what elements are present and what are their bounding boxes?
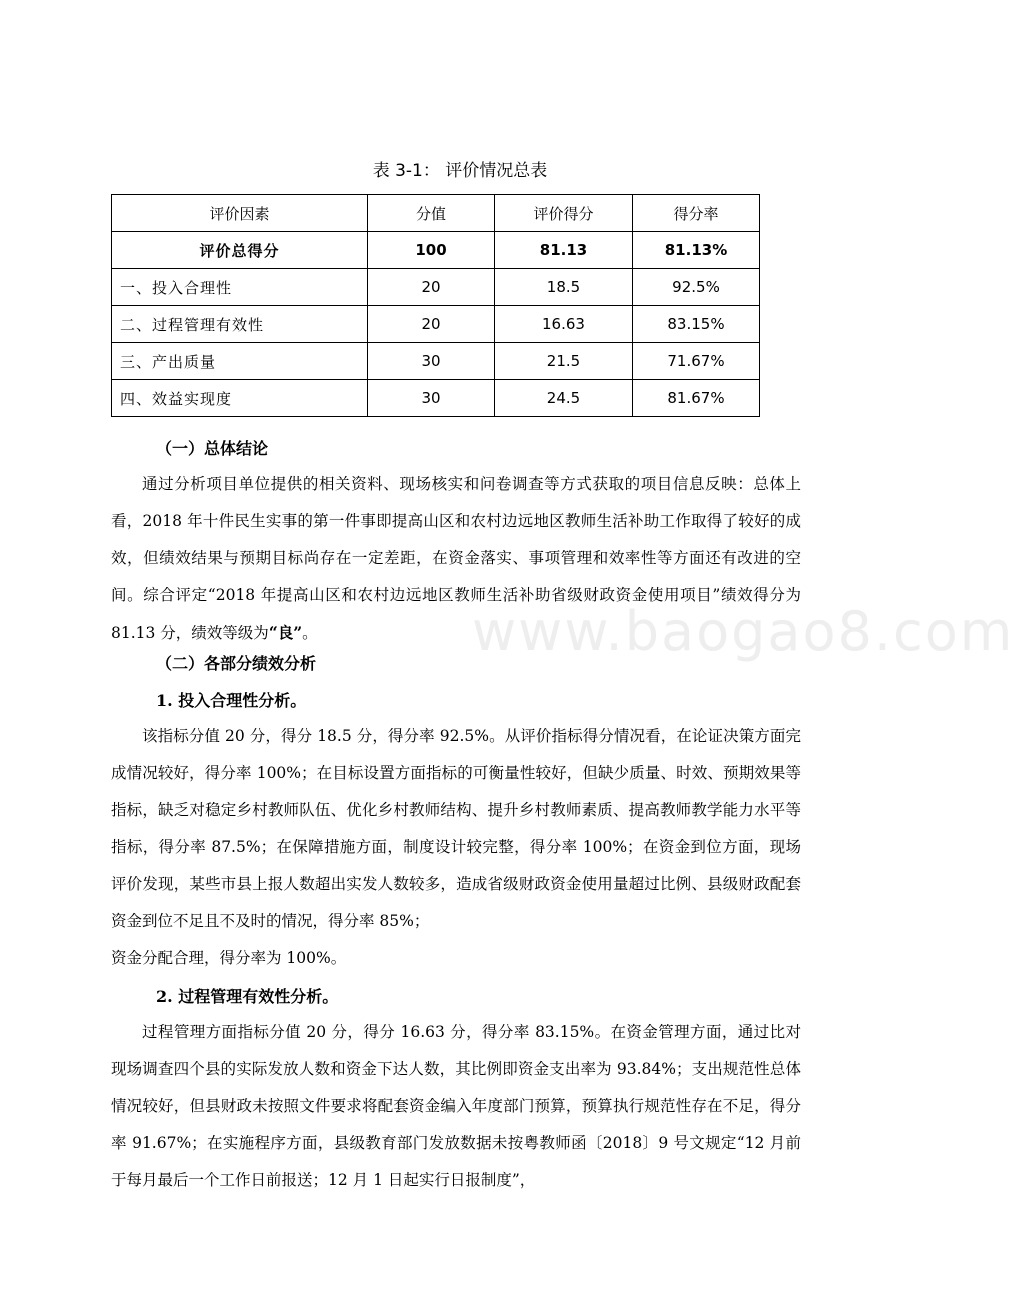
overall-conclusion-paragraph bbox=[111, 466, 801, 652]
section-heading-overall-conclusion: （一）总体结论 bbox=[156, 439, 269, 458]
rate-cell: 81.67% bbox=[633, 380, 760, 417]
table-header-row bbox=[112, 195, 760, 232]
subsection-heading-input: 1. 投入合理性分析。 bbox=[156, 691, 307, 710]
score-value-cell: 30 bbox=[368, 343, 495, 380]
table-row bbox=[112, 269, 760, 306]
column-header-factor: 评价因素 bbox=[112, 195, 368, 232]
input-analysis-paragraph: 该指标分值 20 分，得分 18.5 分，得分率 92.5%。从评价指标得分情况看，在论证决策方面完成情况较好，得分率 100%；在目标设置方面指标的可衡量性较好，但缺少质量、时效、预期效果等指标，缺乏对稳定乡村教师队伍、优化乡村教师结构、提升乡村教师素质、提高教师教学能力水平等指标，得分率 87.5%；在保障措施方面，制度设计较完整，得分率 100%；在资金到位方面，现场评价发现，某些市县上报人数超出实发人数较多，造成省级财政资金使用量超过比例、县级财政配套资金到位不足且不及时的情况，得分率 85%； bbox=[111, 727, 801, 930]
total-factor-cell: 评价总得分 bbox=[112, 232, 368, 269]
section-heading-performance-analysis: （二）各部分绩效分析 bbox=[156, 654, 317, 673]
table-row bbox=[112, 343, 760, 380]
table-title: 表 3-1： 评价情况总表 bbox=[372, 161, 548, 181]
total-score-value-cell: 100 bbox=[368, 232, 495, 269]
factor-cell: 一、投入合理性 bbox=[112, 269, 368, 306]
score-value-cell: 20 bbox=[368, 306, 495, 343]
score-cell: 24.5 bbox=[495, 380, 633, 417]
watermark: www.baogao8.com bbox=[472, 600, 1014, 663]
rate-cell: 92.5% bbox=[633, 269, 760, 306]
performance-grade: “良” bbox=[268, 623, 303, 642]
column-header-score: 评价得分 bbox=[495, 195, 633, 232]
conclusion-end: 。 bbox=[302, 624, 318, 642]
table-row bbox=[112, 306, 760, 343]
score-value-cell: 20 bbox=[368, 269, 495, 306]
score-cell: 18.5 bbox=[495, 269, 633, 306]
factor-cell: 四、效益实现度 bbox=[112, 380, 368, 417]
column-header-rate: 得分率 bbox=[633, 195, 760, 232]
table-row bbox=[112, 380, 760, 417]
conclusion-text: 通过分析项目单位提供的相关资料、现场核实和问卷调查等方式获取的项目信息反映：总体上看，2018 年十件民生实事的第一件事即提高山区和农村边远地区教师生活补助工作取得了较好的成效，但绩效结果与预期目标尚存在一定差距，在资金落实、事项管理和效率性等方面还有改进的空间。综合评定“2018 年提高山区和农村边远地区教师生活补助省级财政资金使用项目”绩效得分为 81.13 分，绩效等级为 bbox=[111, 475, 801, 642]
process-analysis-paragraph: 过程管理方面指标分值 20 分，得分 16.63 分，得分率 83.15%。在资金管理方面，通过比对现场调查四个县的实际发放人数和资金下达人数，其比例即资金支出率为 93.84%；支出规范性总体情况较好，但县财政未按照文件要求将配套资金编入年度部门预算，预算执行规范性存在不足，得分率 91.67%；在实施程序方面，县级教育部门发放数据未按粤教师函〔2018〕9 号文规定“12 月前于每月最后一个工作日前报送；12 月 1 日起实行日报制度”， bbox=[111, 1023, 801, 1189]
rate-cell: 71.67% bbox=[633, 343, 760, 380]
subsection-heading-process: 2. 过程管理有效性分析。 bbox=[156, 987, 339, 1006]
rate-cell: 83.15% bbox=[633, 306, 760, 343]
evaluation-summary-table bbox=[111, 194, 760, 417]
total-rate-cell: 81.13% bbox=[633, 232, 760, 269]
total-score-cell: 81.13 bbox=[495, 232, 633, 269]
table-row-total bbox=[112, 232, 760, 269]
factor-cell: 三、产出质量 bbox=[112, 343, 368, 380]
score-value-cell: 30 bbox=[368, 380, 495, 417]
factor-cell: 二、过程管理有效性 bbox=[112, 306, 368, 343]
score-cell: 16.63 bbox=[495, 306, 633, 343]
input-analysis-paragraph-end: 资金分配合理，得分率为 100%。 bbox=[111, 949, 347, 967]
score-cell: 21.5 bbox=[495, 343, 633, 380]
column-header-score-value: 分值 bbox=[368, 195, 495, 232]
